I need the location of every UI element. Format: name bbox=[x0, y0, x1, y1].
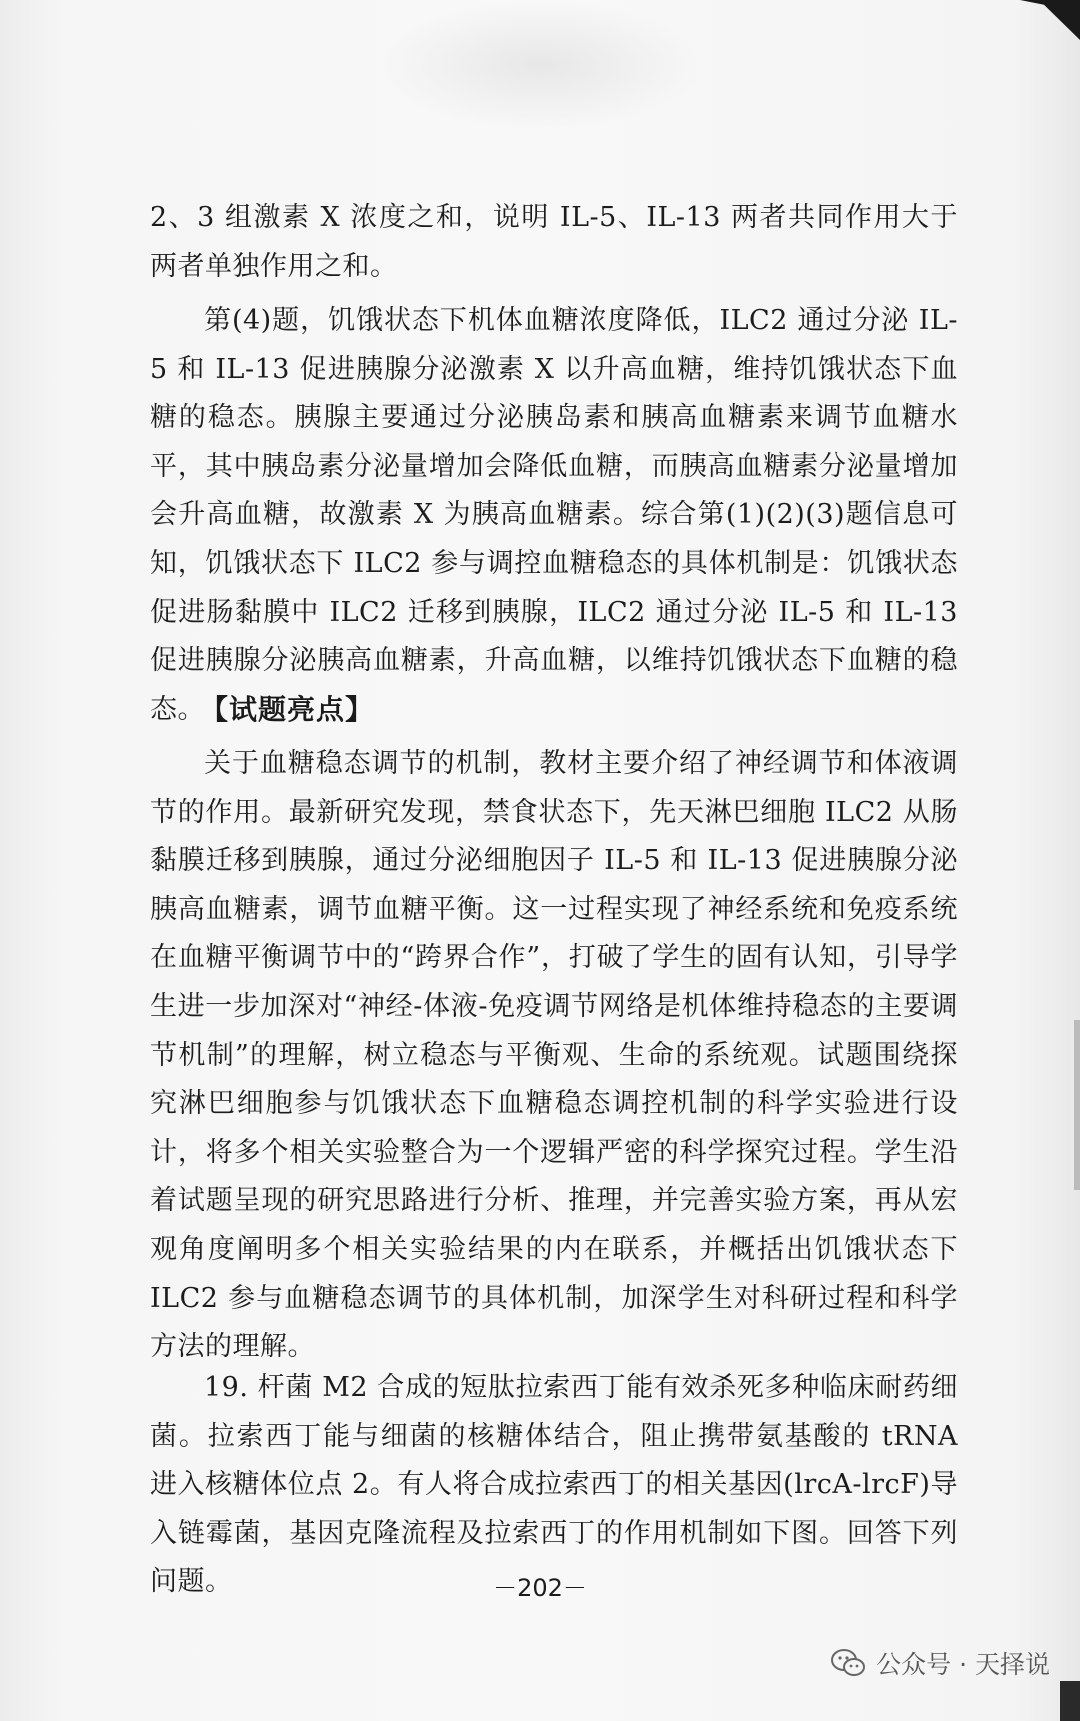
wechat-icon bbox=[830, 1648, 866, 1678]
paragraph: 19. 杆菌 M2 合成的短肽拉索西丁能有效杀死多种临床耐药细菌。拉索西丁能与细菌的核糖体结合，阻止携带氨基酸的 tRNA 进入核糖体位点 2。有人将合成拉索西丁的相关基因(lrcA-lrcF)导入链霉菌，基因克隆流程及拉索西丁的作用机制如下图。回答下列问题。 bbox=[150, 1372, 958, 1598]
watermark-text: 公众号 · 天择说 bbox=[876, 1650, 1050, 1679]
section-heading: 【试题亮点】 bbox=[200, 693, 375, 726]
paragraph: 第(4)题，饥饿状态下机体血糖浓度降低，ILC2 通过分泌 IL-5 和 IL-13 促进胰腺分泌激素 X 以升高血糖，维持饥饿状态下血糖的稳态。胰腺主要通过分泌胰岛素和胰高血糖素来调节血糖水平，其中胰岛素分泌量增加会降低血糖，而胰高血糖素分泌量增加会升高血糖，故激素 X 为胰高血糖素。综合第(1)(2)(3)题信息可知，饥饿状态下 ILC2 参与调控血糖稳态的具体机制是：饥饿状态促进肠黏膜中 ILC2 迁移到胰腺，ILC2 通过分泌 IL-5 和 IL-13 促进胰腺分泌胰高血糖素，升高血糖，以维持饥饿状态下血糖的稳态。 bbox=[150, 305, 958, 725]
binding-corner-mark bbox=[1020, 0, 1080, 40]
wechat-watermark bbox=[830, 1645, 1050, 1681]
page-edge-shadow bbox=[1074, 1020, 1080, 1190]
highlight-section bbox=[150, 740, 958, 1372]
paragraph: 关于血糖稳态调节的机制，教材主要介绍了神经调节和体液调节的作用。最新研究发现，禁食状态下，先天淋巴细胞 ILC2 从肠黏膜迁移到胰腺，通过分泌细胞因子 IL-5 和 IL-13 促进胰腺分泌胰高血糖素，调节血糖平衡。这一过程实现了神经系统和免疫系统在血糖平衡调节中的“跨界合作”，打破了学生的固有认知，引导学生进一步加深对“神经-体液-免疫调节网络是机体维持稳态的主要调节机制”的理解，树立稳态与平衡观、生命的系统观。试题围绕探究淋巴细胞参与饥饿状态下血糖稳态调控机制的科学实验进行设计，将多个相关实验整合为一个逻辑严密的科学探究过程。学生沿着试题呈现的研究思路进行分析、推理，并完善实验方案，再从宏观角度阐明多个相关实验结果的内在联系，并概括出饥饿状态下 ILC2 参与血糖稳态调节的具体机制，加深学生对科研过程和科学方法的理解。 bbox=[150, 748, 958, 1363]
paragraph: 2、3 组激素 X 浓度之和，说明 IL-5、IL-13 两者共同作用大于两者单独作用之和。 bbox=[150, 202, 958, 282]
binding-corner-mark-bottom bbox=[1060, 1681, 1080, 1721]
page-number: －202－ bbox=[493, 1574, 587, 1602]
answer-explanation bbox=[150, 297, 958, 734]
show-through-shadow bbox=[380, 0, 700, 130]
answer-continuation bbox=[150, 194, 958, 291]
